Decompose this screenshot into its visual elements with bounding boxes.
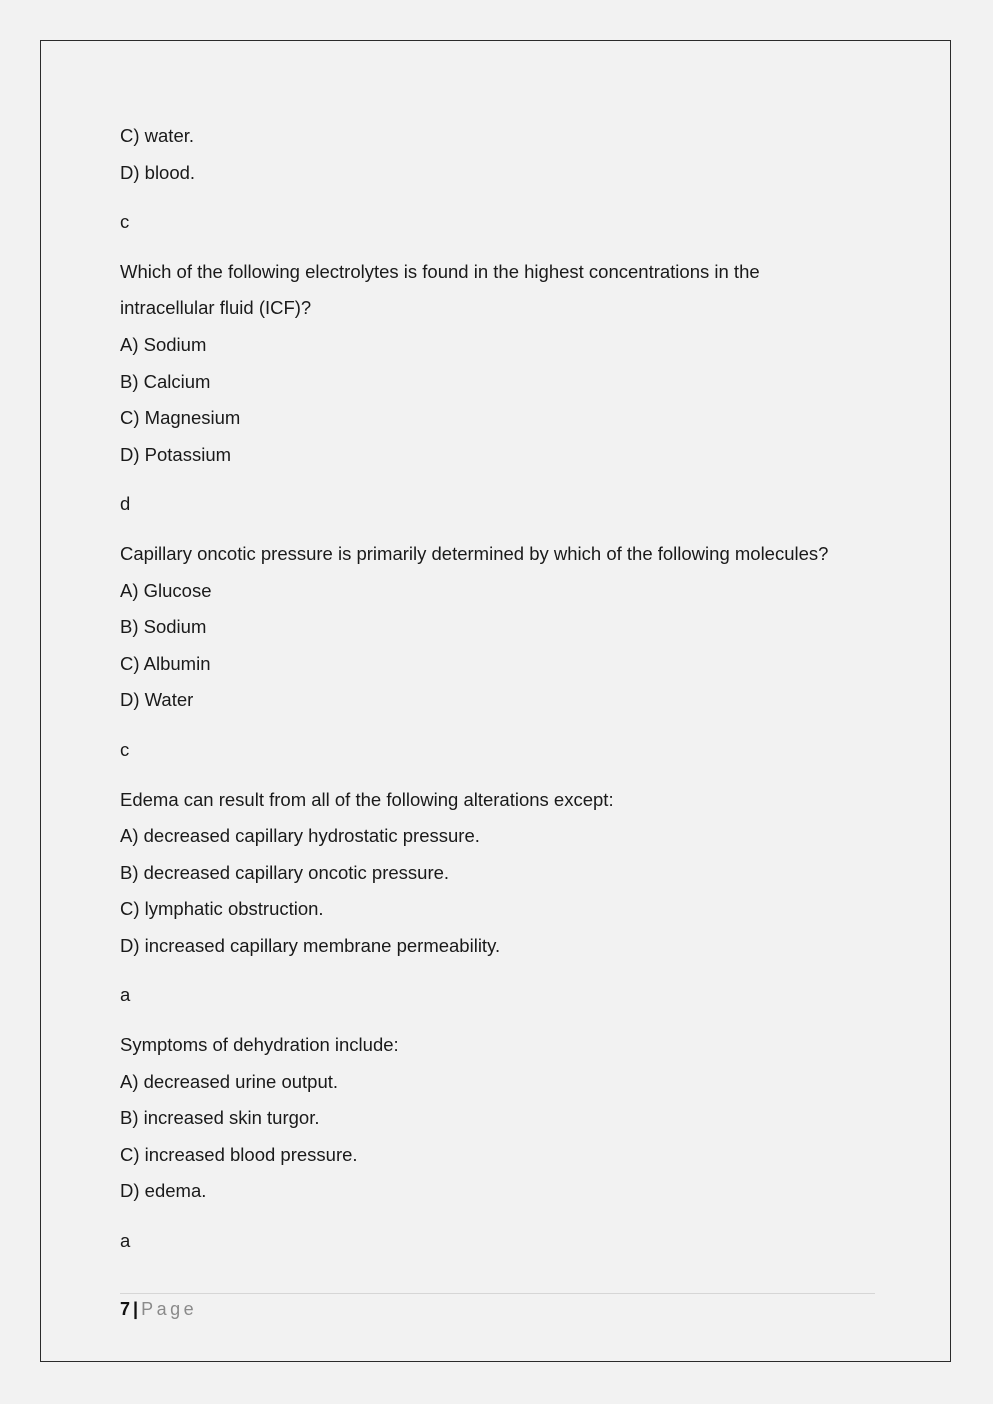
page-separator: | [133,1299,139,1319]
option-b: B) decreased capillary oncotic pressure. [120,861,450,883]
answer-key: c [120,211,130,233]
option-d: D) increased capillary membrane permeability. [120,934,501,956]
option-c: C) water. [120,125,195,146]
option-b: B) Calcium [120,370,211,392]
document-page [40,40,951,1362]
option-a: A) decreased urine output. [120,1070,339,1092]
question-text: Capillary oncotic pressure is primarily determined by which of the following molecules? [120,542,829,564]
page-number-label [120,1298,875,1320]
answer-key: a [120,1230,131,1252]
question-text: Symptoms of dehydration include: [120,1034,399,1056]
page-footer [120,1293,875,1320]
option-c: C) Magnesium [120,407,241,429]
option-a: A) decreased capillary hydrostatic pressure. [120,825,480,847]
question-text: Edema can result from all of the following alterations except: [120,788,614,810]
question-text-continued: intracellular fluid (ICF)? [120,297,312,319]
option-a: A) Glucose [120,579,212,601]
question-text: Which of the following electrolytes is found in the highest concentrations in the [120,260,760,282]
option-d: D) Water [120,689,194,711]
option-b: B) Sodium [120,616,207,638]
option-c: C) increased blood pressure. [120,1143,358,1165]
option-c: C) Albumin [120,652,211,674]
answer-key: d [120,493,131,515]
answer-key: c [120,738,130,760]
option-d: D) Potassium [120,443,232,465]
option-b: B) increased skin turgor. [120,1107,320,1129]
option-d: D) blood. [120,161,196,183]
page-content [120,118,880,1260]
option-c: C) lymphatic obstruction. [120,898,324,920]
page-number: 7 [120,1299,131,1319]
option-a: A) Sodium [120,333,207,355]
page-word: Page [141,1299,198,1319]
answer-key: a [120,984,131,1006]
option-d: D) edema. [120,1180,207,1202]
